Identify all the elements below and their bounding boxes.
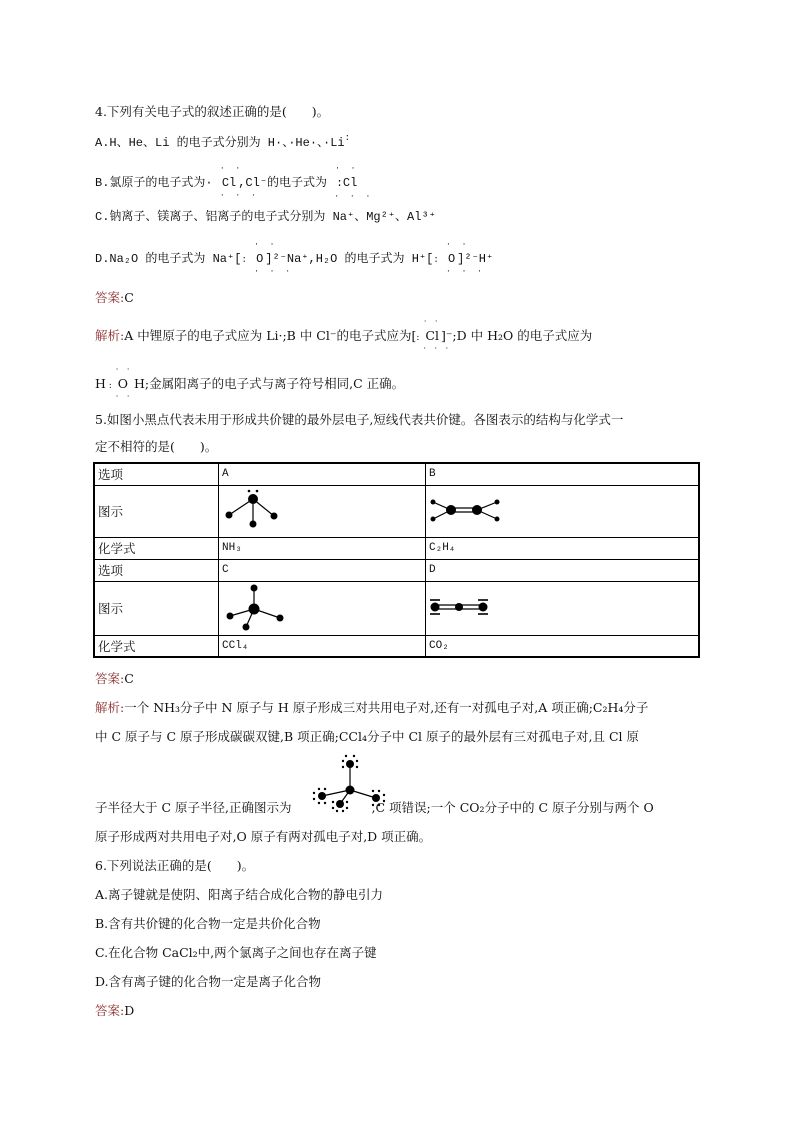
table-row xyxy=(94,559,699,581)
q4-analysis-line-2: H : · · O · · H;金属阳离子的电子式与离子符号相同,C 正确。 xyxy=(95,365,405,401)
q6-option-d: D.含有离子键的化合物一定是离子化合物 xyxy=(95,974,322,989)
q6-answer xyxy=(95,1002,134,1020)
q6-option-c: C.在化合物 CaCl₂中,两个氯离子之间也存在离子键 xyxy=(95,945,377,960)
q4-analysis-cl-lewis: · · Cl · · · xyxy=(423,317,452,353)
nh3-structure-diagram xyxy=(222,489,292,531)
q4-analysis-text-2: H;金属阳离子的电子式与离子符号相同,C 正确。 xyxy=(134,376,405,391)
q4-option-d: D.Na₂O 的电子式为 Na⁺[: · · O · · · ]²⁻Na⁺,H₂O 的电子式为 H⁺[: · · O · · · ]²⁻H⁺ xyxy=(95,240,494,276)
table-cell: 图示 xyxy=(94,581,219,635)
table-cell-figure-b xyxy=(426,485,700,537)
q4-option-b-text: B.氯原子的电子式为· xyxy=(95,176,213,190)
q5-analysis-line-2: 中 C 原子与 C 原子形成碳碳双键,B 项正确;CCl₄分子中 Cl 原子的最外层有三对孤电子对,且 Cl 原 xyxy=(95,729,639,744)
q4-analysis-cl-symbol: Cl xyxy=(425,328,439,343)
q5-analysis-text-3a: 子半径大于 C 原子半径,正确图示为 xyxy=(95,800,292,815)
q5-answer-label: 答案: xyxy=(95,671,125,686)
q4-analysis-o-lewis: · · O · · xyxy=(115,365,133,401)
table-cell: CO₂ xyxy=(426,635,700,657)
q4-d-o-symbol-2: O xyxy=(447,252,456,266)
q5-stem-line-1: 5.如图小黑点代表未用于形成共价键的最外层电子,短线代表共价键。各图表示的结构与化学式一 xyxy=(95,412,624,427)
table-cell-figure-d xyxy=(426,581,700,635)
q5-analysis-text-1: 一个 NH₃分子中 N 原子与 H 原子形成三对共用电子对,还有一对孤电子对,A 项正确;C₂H₄分子 xyxy=(124,700,649,715)
q4-answer xyxy=(95,289,134,307)
table-cell: 选项 xyxy=(94,559,219,581)
q4-option-a-text: A.H、He、Li 的电子式分别为 H·、·He·、·L xyxy=(95,136,338,150)
table-cell: D xyxy=(426,559,700,581)
q4-analysis-text-1b: ]⁻;D 中 H₂O 的电子式应为 xyxy=(440,328,593,343)
q5-analysis-label: 解析: xyxy=(95,700,125,715)
q4-option-d-mid: ]²⁻Na⁺,H₂O 的电子式为 H⁺[ xyxy=(265,252,434,266)
q4-b-cl-ion-lewis: · · :Cl · · · xyxy=(334,164,374,201)
table-cell: 图示 xyxy=(94,485,219,537)
table-cell: 化学式 xyxy=(94,537,219,559)
table-cell-figure-c xyxy=(219,581,426,635)
q6-answer-value: D xyxy=(124,1003,135,1018)
q4-b-cl-ion-symbol: Cl xyxy=(342,176,358,190)
q4-analysis-o-symbol: O xyxy=(117,376,129,391)
table-cell: C xyxy=(219,559,426,581)
q4-d-o-lewis-2: · · O · · · xyxy=(445,240,485,276)
q6-option-b: B.含有共价键的化合物一定是共价化合物 xyxy=(95,916,321,931)
ccl4-structure-diagram xyxy=(222,583,292,631)
table-row xyxy=(94,635,699,657)
q4-answer-value: C xyxy=(124,290,134,305)
table-row xyxy=(94,537,699,559)
q5-analysis-line-1 xyxy=(95,699,648,717)
q4-b-cl-atom-lewis: · · Cl · · · xyxy=(219,164,259,200)
q4-b-cl-symbol: Cl xyxy=(221,176,237,190)
q6-answer-label: 答案: xyxy=(95,1003,125,1018)
table-cell: A xyxy=(219,463,426,485)
table-cell: B xyxy=(426,463,700,485)
q4-analysis-h-symbol: H xyxy=(95,376,106,391)
q4-option-a-li: i xyxy=(337,136,345,150)
q5-answer-value: C xyxy=(124,671,134,686)
q4-option-b-mid: ,Cl⁻的电子式为 xyxy=(238,176,328,190)
c2h4-structure-diagram xyxy=(429,495,509,525)
table-cell: NH₃ xyxy=(219,537,426,559)
q5-analysis-text-3b: ,C 项错误;一个 CO₂分子中的 C 原子分别与两个 O xyxy=(371,800,654,815)
q4-analysis-line-1: 解析:A 中锂原子的电子式应为 Li·;B 中 Cl⁻的电子式应为[: · · Cl · · · ]⁻;D 中 H₂O 的电子式应为 xyxy=(95,317,593,353)
q5-analysis-line-3 xyxy=(95,799,654,817)
table-cell-figure-a xyxy=(219,485,426,537)
q4-stem: 4.下列有关电子式的叙述正确的是( )。 xyxy=(95,104,330,119)
q4-answer-label: 答案: xyxy=(95,290,125,305)
q4-option-b xyxy=(95,164,374,201)
co2-structure-diagram xyxy=(429,592,499,622)
table-cell: CCl₄ xyxy=(219,635,426,657)
q4-option-c: C.钠离子、镁离子、铝离子的电子式分别为 Na⁺、Mg²⁺、Al³⁺ xyxy=(95,210,436,224)
table-row xyxy=(94,485,699,537)
q4-analysis-text-1a: A 中锂原子的电子式应为 Li·;B 中 Cl⁻的电子式应为[ xyxy=(124,328,417,343)
q4-analysis-label: 解析: xyxy=(95,328,125,343)
table-cell: C₂H₄ xyxy=(426,537,700,559)
table-cell: 化学式 xyxy=(94,635,219,657)
q4-d-o-lewis-1: · · O · · · xyxy=(254,240,294,276)
q6-stem: 6.下列说法正确的是( )。 xyxy=(95,858,255,873)
q4-option-d-text: D.Na₂O 的电子式为 Na⁺[ xyxy=(95,252,242,266)
q5-answer xyxy=(95,670,134,688)
q4-option-a: A.H、He、Li 的电子式分别为 H·、·He·、·Li: xyxy=(95,133,353,150)
q5-options-table xyxy=(93,462,700,658)
table-cell: 选项 xyxy=(94,463,219,485)
q6-option-a: A.离子键就是使阴、阳离子结合成化合物的静电引力 xyxy=(95,887,384,902)
table-row xyxy=(94,581,699,635)
q4-option-d-suffix: ]²⁻H⁺ xyxy=(457,252,494,266)
q5-stem-line-2: 定不相符的是( )。 xyxy=(95,439,218,454)
table-row xyxy=(94,463,699,485)
q4-d-o-symbol-1: O xyxy=(256,252,264,266)
q5-analysis-line-4: 原子形成两对共用电子对,O 原子有两对孤电子对,D 项正确。 xyxy=(95,829,432,844)
